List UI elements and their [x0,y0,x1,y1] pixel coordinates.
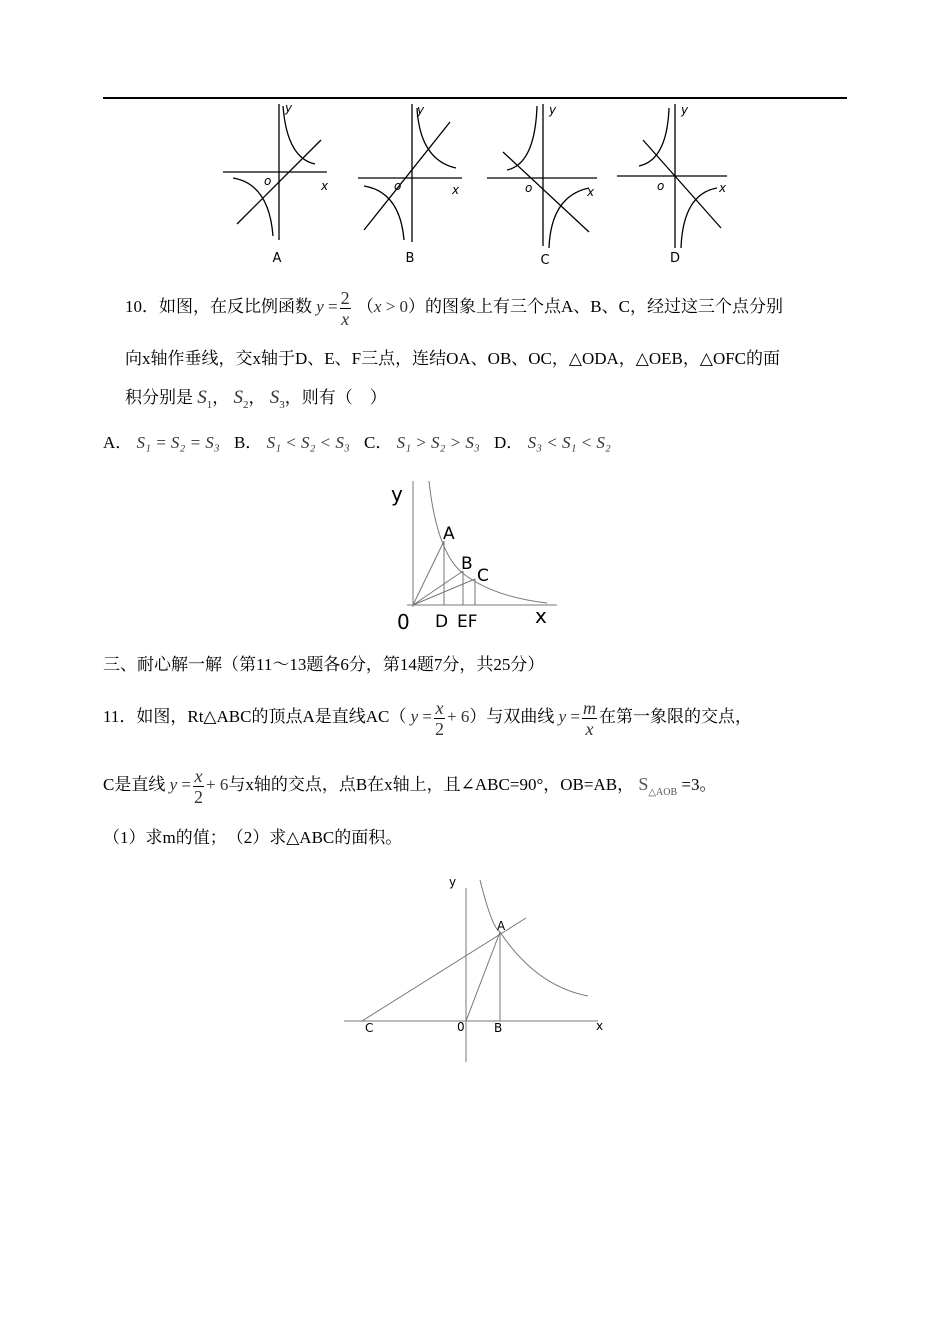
q10-s3: S [269,387,280,408]
q10-s1-sub: 1 [206,399,213,411]
q10-func-numerator: 2 [340,287,350,308]
q10-s2-sub: 2 [243,399,249,411]
graph-a-label: A [272,251,282,266]
svg-text:x: x [452,183,460,197]
q10-line3-end: ，则有（ ） [284,388,387,407]
q11-area-sub: △AOB [648,787,678,798]
q10-fig-origin: 0 [397,610,410,634]
q10-option-b-expr: S₁ < S₂ < S₃ [266,433,350,452]
q10-fig-point-d: D [435,612,449,632]
q10-text-end: 的图象上有三个点A、B、C，经过这三个点分别 [425,297,783,316]
q10-cond-open: （ [356,297,374,316]
q11-hyp-y: y [558,707,567,726]
graph-d-label: D [669,251,681,266]
q10-option-c-expr: S₁ > S₂ > S₃ [396,433,480,452]
q10-option-d-label: D． [494,433,524,452]
q11-fig-point-c: C [365,1021,374,1035]
svg-text:x: x [587,185,595,199]
q11-hyp-fraction [582,698,597,739]
section-3-heading: 三、耐心解一解（第11～13题各6分，第14题7分，共25分） [103,655,545,674]
q11-line2-y: y [169,775,178,794]
q11-line1 [103,693,752,741]
q11-fig-y-label: y [449,875,457,889]
svg-text:o: o [394,179,402,193]
q10-option-a-label: A． [103,433,133,452]
q10-line3-start: 积分别是 [125,388,193,407]
q10-option-b-label: B． [233,433,263,452]
q11-line2-numerator: x [194,765,203,786]
q11-text-mid: ）与双曲线 [469,707,555,726]
graph-d [617,103,727,266]
q10-option-c-label: C． [364,433,393,452]
q10-cond-x: x [373,297,382,316]
q10-fig-x-label: x [535,604,547,628]
svg-text:y: y [549,103,557,117]
q11-fig-x-label: x [596,1019,604,1033]
svg-text:y: y [285,101,293,115]
graph-c [487,103,597,268]
q11-line-eq: = [422,707,432,726]
q10-func-eq: = [328,297,338,316]
q10-fig-point-b: B [461,554,473,574]
top-rule [103,97,847,99]
svg-text:o: o [264,174,272,188]
q11-hyp-eq: = [570,707,580,726]
q11-line2-eq: = [181,775,191,794]
svg-text:y: y [417,103,425,117]
q11-line-fraction [434,698,445,739]
q10-fig-point-ef: EF [457,612,478,632]
q10-text-start: 10．如图，在反比例函数 [125,297,312,316]
q10-s2: S [233,387,243,408]
q11-line3: （1）求m的值； （2）求△ABC的面积。 [103,828,403,847]
q10-fig-point-a: A [443,524,455,544]
q10-cond-rest: > 0 [381,297,409,316]
q11-area-s: S [638,774,649,794]
q10-line3: 积分别是 $S_1$， $S_2$， $S_3$，则有（ ） [125,387,387,411]
q11-line2-start: C是直线 [103,775,166,794]
q11-text-start: 11．如图，Rt△ABC的顶点A是直线AC（ [103,707,407,726]
q10-options [103,434,611,451]
q11-line2-fraction [193,766,204,807]
q10-option-d-expr: S₃ < S₁ < S₂ [527,433,611,452]
svg-text:y: y [681,103,689,117]
graph-b [358,103,462,266]
q10-fig-y-label: y [391,482,403,506]
q10-figure [385,475,570,635]
q10-s3-sub: 3 [279,399,285,411]
q11-hyp-numerator: m [582,697,596,718]
q10-func-fraction [340,288,351,329]
q11-line-numerator: x [435,697,444,718]
q11-line2-denominator: 2 [193,786,203,807]
svg-text:x: x [321,179,329,193]
q11-figure [340,868,615,1068]
graph-b-label: B [405,251,415,266]
q10-func-y: y [316,297,324,316]
graph-options-figure [215,100,735,272]
q10-line1 [125,283,783,331]
q11-line2 [103,760,717,812]
svg-text:o: o [657,179,665,193]
q10-fig-point-c: C [477,566,489,586]
graph-c-label: C [540,253,550,268]
q10-s1: S [197,387,207,408]
graph-a [223,101,329,266]
q11-line-y: y [410,707,419,726]
q11-line-plus: + 6 [447,707,470,726]
q11-fig-origin: 0 [457,1020,465,1034]
svg-text:x: x [719,181,727,195]
q11-text-end: 在第一象限的交点， [598,707,752,726]
q10-line2: 向x轴作垂线，交x轴于D、E、F三点，连结OA、OB、OC，△ODA，△OEB，△OFC的面 [125,349,781,368]
q10-option-a-expr: S₁ = S₂ = S₃ [136,433,220,452]
q11-line2-mid: 与x轴的交点，点B在x轴上，且∠ABC=90°，OB=AB， [228,775,635,794]
svg-text:o: o [525,181,533,195]
q11-fig-point-b: B [494,1021,503,1035]
q10-func-denominator: x [341,308,350,329]
q10-cond-close: ） [408,297,426,316]
q11-fig-point-a: A [497,919,506,933]
q11-line2-plus: + 6 [205,775,229,794]
q11-area-value: =3。 [681,775,717,794]
q11-line-denominator: 2 [435,718,444,739]
q11-hyp-denominator: x [582,718,597,739]
